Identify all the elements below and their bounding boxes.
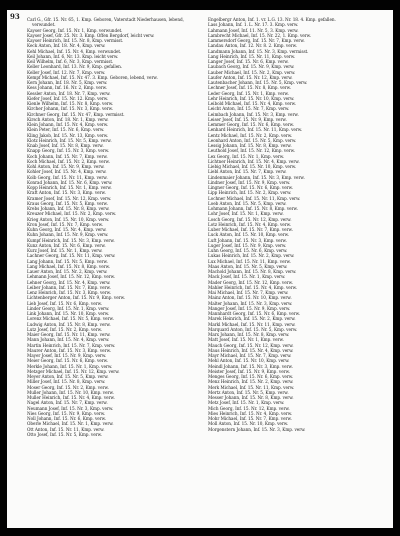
casualty-entry: Mayr Michael, Inf. 15. Nr. 7, Kmp. verw.	[208, 353, 292, 358]
casualty-entry: Marek Heinrich, Inf. 15. Nr. 2, Kmp. verw.	[208, 316, 296, 322]
casualty-entry: Lieb Josef, Inf. 15. Nr. 6, Kmp. verw.	[27, 300, 102, 306]
casualty-entry: Losch Georg, Inf. 15. Nr. 12, Kmp. verw.	[208, 216, 292, 222]
casualty-entry: Nies Georg, Inf. 15. Nr. 9, Kmp. verw.	[27, 410, 106, 416]
casualty-entry: Mertz Anton, Inf. 15. Nr. 5, Kmp. verw.	[208, 389, 289, 395]
casualty-entry: Lachner Georg, Inf. 15. Nr. 11, Kmp. verw.	[27, 253, 116, 259]
casualty-entry: Maurer Anton, Inf. 15. Nr. 3, Kmp. verw.	[27, 347, 111, 353]
right-column	[208, 17, 385, 432]
casualty-entry: Meister Josef, Inf. 15. Nr. 9, Kmp. verw.	[208, 368, 290, 374]
casualty-entry: Leiser Josef, Inf. 15. Nr. 9, Kmp. verw.	[208, 116, 287, 122]
casualty-entry: Luber Michael, Inf. 15. Nr. 7, Kmp. verw.	[208, 227, 293, 232]
casualty-entry: Machold Johann, Inf. 15. Nr. 8, Kmp. verw.	[208, 269, 297, 274]
casualty-entry: Moser Georg, Inf. 15. Nr. 2, Kmp. verw.	[27, 384, 109, 390]
casualty-entry: Luck Anton, Inf. 15. Nr. 10, Kmp. verw.	[208, 232, 289, 238]
casualty-entry: Neumann Josef, Inf. 15. Nr. 3, Kmp. verw.	[27, 405, 114, 411]
casualty-entry: Lux Michael, Inf. 15. Nr. 11, Kmp. verw.	[208, 258, 291, 264]
casualty-entry: Lehr Heinrich, Inf. 15. Nr. 10, Kmp. verw.	[208, 95, 295, 101]
casualty-entry: Nagel Anton, Inf. 15. Nr. 7, Kmp. verw.	[27, 400, 108, 406]
casualty-entry: Carl G., Gfr. 15. Nr. 65, 1. Kmp. Geboren, Vaterstadt Niederhausen, lebend, verwundet.	[27, 17, 184, 28]
casualty-entry: Mauch Georg, Inf. 15. Nr. 12, Kmp. verw.	[208, 342, 294, 348]
casualty-entry: Lohr Josef, Inf. 15. Nr. 1, Kmp. verw.	[208, 211, 284, 217]
casualty-entry: Knapp Georg, Inf. 15. Nr. 3, Kmp. verw.	[27, 148, 110, 154]
casualty-entry: Konrad Johann, Inf. 15. Nr. 6, Kmp. verw.	[27, 179, 113, 185]
casualty-entry: Miller Josef, Inf. 15. Nr. 8, Kmp. verw.	[27, 379, 106, 385]
casualty-entry: Marquard Anton, Inf. 15. Nr. 5, Kmp. verw.	[208, 326, 298, 332]
casualty-entry: Mahler Heinrich, Inf. 15. Nr. 4, Kmp. verw.	[208, 284, 297, 290]
casualty-entry: Lessig Johann, Inf. 15. Nr. 8, Kmp. verw.	[208, 143, 292, 148]
casualty-entry: Mainz Anton, Inf. 15. Nr. 10, Kmp. verw.	[208, 295, 292, 301]
casualty-entry: Lichtenberger Anton, Inf. 15. Nr. 9, Kmp. verw.	[27, 295, 125, 301]
casualty-entry: Mai Michael, Inf. 15. Nr. 7, Kmp. verw.	[208, 290, 289, 295]
casualty-entry: Lohmann Johann, Inf. 15. Nr. 8, Kmp. verw.	[208, 206, 298, 211]
casualty-entry: Merkle Johann, Inf. 15. Nr. 1, Kmp. verw.	[27, 363, 113, 369]
casualty-entry: Lass Johann, Inf. 1. L. Nr. 17. 3. Kmp. verw.	[208, 22, 299, 28]
casualty-entry: Koch Michael, Inf. 15. Nr. 2, Kmp. verw.	[27, 158, 110, 164]
casualty-entry: Kess Johann, Inf. 16. Nr. 2, Kmp. verw.	[27, 85, 107, 91]
casualty-entry: Matt Josef, Inf. 15. Nr. 1, Kmp. verw.	[208, 337, 284, 343]
casualty-entry: Metz Josef, Inf. 15. Nr. 1, Kmp. verw.	[208, 400, 285, 406]
casualty-entry: Ott Anton, Inf. 15. Nr. 11, Kmp. verw.	[27, 426, 105, 432]
casualty-entry: Maier Georg, Inf. 15. Nr. 11, Kmp. verw.	[27, 332, 111, 337]
casualty-entry: Kirchner Georg, Inf. 15. Nr. 47, Kmp. vermisst.	[27, 111, 125, 117]
casualty-entry: Linder Georg, Inf. 15. Nr. 1, Kmp. verw.	[27, 305, 110, 311]
casualty-entry: Leonhard Anton, Inf. 15. Nr. 5, Kmp. verw.	[208, 137, 297, 143]
casualty-entry: Knab Josef, Inf. 15. Nr. 8, Kmp. verw.	[27, 143, 104, 148]
casualty-entry: Meindl Johann, Inf. 15. Nr. 3, Kmp. verw.	[208, 363, 293, 369]
casualty-entry: Ludwig Anton, Inf. 15. Nr. 8, Kmp. verw.	[27, 321, 111, 327]
casualty-entry: Lindner Josef, Inf. 15. Nr. 9, Kmp. verw.	[208, 179, 291, 185]
casualty-entry: Kircher Johann, Inf. 15. Nr. 3, Kmp. verw.	[27, 106, 113, 112]
casualty-entry: Marx Johann, Inf. 15. Nr. 8, Kmp. verw.	[208, 332, 290, 337]
casualty-entry: Kayser Josef, Gfr. 25. Nr. 3. Kmp. Offen Bergdorf, leicht verw.	[27, 32, 155, 38]
casualty-entry: Muller Heinrich, Inf. 15. Nr. 4, Kmp. verw.	[27, 395, 115, 400]
casualty-entry: Metzger Michael, Inf. 15. Nr. 12, Kmp. verw.	[27, 368, 120, 374]
casualty-entry: Noll Johann, Inf. 15. Nr. 6, Kmp. verw.	[27, 416, 106, 421]
casualty-entry: Lang Johann, Inf. 15. Nr. 5, Kmp. verw.	[27, 258, 108, 264]
casualty-entry: Kraus Georg, Inf. 15. Nr. 5, Kmp. verw.	[27, 200, 108, 206]
casualty-entry: Muller Johann, Inf. 15. Nr. 10, Kmp. verw.	[27, 389, 114, 395]
casualty-entry: Messer Johann, Inf. 15. Nr. 8, Kmp. verw.	[208, 395, 294, 400]
casualty-entry: Mann Johann, Inf. 15. Nr. 4, Kmp. verw.	[27, 337, 110, 343]
casualty-entry: Lehner Georg, Inf. 15. Nr. 4, Kmp. verw.	[27, 279, 111, 285]
casualty-entry: Klotz Heinrich, Inf. 15. Nr. 5, Kmp. verw.	[27, 137, 112, 143]
casualty-entry: Lenz Heinrich, Inf. 15. Nr. 3, Kmp. verw.	[27, 290, 111, 295]
casualty-entry: Klein Johann, Inf. 15. Nr. 4, Kmp. verw.	[27, 122, 109, 127]
casualty-entry: Engelbergr Anton, Inf. 1. vr. L.G. 13. Nr. 18. 4. Kmp. gefallen.	[208, 17, 336, 22]
casualty-entry: Maas Anton, Inf. 15. Nr. 5, Kmp. verw.	[208, 263, 288, 269]
casualty-entry: Luhn Georg, Inf. 15. Nr. 6, Kmp. verw.	[208, 248, 288, 253]
casualty-entry: Kienle Wilhelm, Inf. 15. Nr. 8, Kmp. verw.	[27, 101, 114, 106]
casualty-entry: Meier Georg, Inf. 15. Nr. 6, Kmp. verw.	[27, 358, 108, 364]
casualty-entry: Liebl Anton, Inf. 15. Nr. 7, Kmp. verw.	[208, 169, 287, 175]
casualty-entry: Keller Leonhard, Inf. 13. Nr. 9, Kmp. gefallen.	[27, 64, 123, 70]
casualty-entry: Lex Georg, Inf. 15. Nr. 1, Kmp. verw.	[208, 153, 285, 159]
casualty-entry: Meyer Anton, Inf. 15. Nr. 5, Kmp. verw.	[27, 374, 109, 379]
casualty-entry: Manger Josef, Inf. 15. Nr. 9, Kmp. verw.	[208, 305, 291, 311]
casualty-entry: Menz Heinrich, Inf. 15. Nr. 2, Kmp. verw.	[208, 379, 294, 385]
casualty-entry: Kreuzer Michael, Inf. 15. Nr. 2, Kmp. verw.	[27, 211, 117, 217]
casualty-entry: Kumpf Heinrich, Inf. 15. Nr. 3, Kmp. verw.	[27, 237, 115, 243]
casualty-entry: Lutz Josef, Inf. 15. Nr. 2, Kmp. verw.	[27, 326, 102, 332]
casualty-entry: Kramer Josef, Inf. 15. Nr. 12, Kmp. verw.	[27, 195, 112, 201]
casualty-entry: Laubach Georg, Inf. 15. Nr. 9, Kmp. verw.	[208, 64, 295, 70]
casualty-entry: Mannhardt Georg, Inf. 15. Nr. 6, Kmp. verw.	[208, 311, 300, 316]
casualty-entry: Leibold Michael, Inf. 15. Nr. 4, Kmp. verw.	[208, 101, 296, 106]
casualty-entry: Lingner Georg, Inf. 15. Nr. 6, Kmp. verw.	[208, 185, 293, 190]
casualty-entry: Lochner Michael, Inf. 15. Nr. 11, Kmp. verw.	[208, 195, 301, 201]
casualty-entry: Keck Anton, Inf. 18. Nr. 4, Kmp. verw.	[27, 43, 106, 49]
casualty-entry: Lentz Michael, Inf. 15. Nr. 2, Kmp. verw.	[208, 132, 293, 138]
casualty-entry: Mader Georg, Inf. 15. Nr. 12, Kmp. verw.	[208, 279, 293, 285]
casualty-entry: Kuhn Georg, Inf. 15. Nr. 4, Kmp. verw.	[27, 227, 107, 232]
casualty-entry: Lechner Josef, Inf. 15. Nr. 8, Kmp. verw.	[208, 85, 291, 91]
casualty-entry: Langer Josef, Inf. 15. Nr. 6, Kmp. verw.	[208, 59, 289, 64]
casualty-entry: Lindenmaier Johann, Inf. 15. Nr. 3, Kmp. verw.	[208, 174, 305, 180]
casualty-entry: Kohler Josef, Inf. 15. Nr. 4, Kmp. verw.	[27, 169, 107, 175]
casualty-entry: Keller Josef, Inf. 12. Nr. 7, Kmp. verw.	[27, 69, 106, 75]
casualty-entry: Klein Peter, Inf. 15. Nr. 6, Kmp. verw.	[27, 127, 105, 133]
casualty-entry: Leder Georg, Inf. 15. Nr. 1, Kmp. verw.	[208, 90, 289, 96]
casualty-entry: Mies Heinrich, Inf. 15. Nr. 4, Kmp. verw.	[208, 410, 293, 416]
casualty-entry: Krebs Johann, Inf. 15. Nr. 8, Kmp. verw.	[27, 206, 110, 211]
casualty-entry: Mich Georg, Inf. 15. Nr. 12, Kmp. verw.	[208, 405, 290, 411]
casualty-entry: Kiefer Josef, Inf. 15. Nr. 12. Kmp. verw.	[27, 95, 109, 101]
casualty-entry: Morgenstern Johann, Inf. 15. Nr. 3, Kmp. verw.	[208, 426, 306, 432]
casualty-entry: Kessler Anton, Inf. 18. Nr. 7, Kmp. verw.	[27, 90, 111, 96]
casualty-entry: Lambrecht Michael, Inf. 15. Nr. 22, 1. Kmp. verw.	[208, 32, 311, 38]
casualty-entry: Martin Heinrich, Inf. 15. Nr. 7, Kmp. verw.	[27, 342, 116, 348]
casualty-entry: Lauber Michael, Inf. 15. Nr. 2, Kmp. verw.	[208, 69, 296, 75]
casualty-entry: Liebig Michael, Inf. 15. Nr. 10, Kmp. verw.	[208, 164, 297, 169]
casualty-entry: Luft Johann, Inf. 15. Nr. 3, Kmp. verw.	[208, 237, 287, 243]
casualty-entry: Luger Josef, Inf. 15. Nr. 9, Kmp. verw.	[208, 242, 287, 248]
casualty-entry: Koch Johann, Inf. 15. Nr. 7, Kmp. verw.	[27, 153, 108, 159]
casualty-entry: Kurz Josef, Inf. 15. Nr. 1, Kmp. verw.	[27, 248, 103, 253]
casualty-entry: Keil Wilhelm, Inf. 6, Nr. 3, Kmp. vermisst.	[27, 59, 114, 64]
casualty-entry: Laufer Anton, Inf. 15. Nr. 12, Kmp. verw.	[208, 74, 293, 80]
casualty-entry: Oberle Michael, Inf. 15. Nr. 1, Kmp. verw.	[27, 421, 114, 427]
left-column	[27, 17, 204, 437]
casualty-entry: Otto Josef, Inf. 15. Nr. 5, Kmp. verw.	[27, 431, 102, 437]
casualty-entry: Kron Josef, Inf. 15. Nr. 7, Kmp. verw.	[27, 221, 103, 227]
casualty-entry: Lorenz Michael, Inf. 15. Nr. 5, Kmp. verw.	[27, 316, 114, 322]
casualty-entry: Leimbach Johann, Inf. 15. Nr. 3, Kmp. verw.	[208, 111, 299, 117]
casualty-entry: Kayser Heinrich, Inf. 15. Nr. 8, Kmp. vermisst.	[27, 38, 124, 43]
casualty-entry: Kolb Georg, Inf. 15. Nr. 11, Kmp. verw.	[27, 174, 108, 180]
casualty-entry: Kuhn Johann, Inf. 15. Nr. 9, Kmp. verw.	[27, 232, 109, 238]
casualty-entry: Malter Johann, Inf. 15. Nr. 3, Kmp. verw.	[208, 300, 293, 306]
casualty-entry: Mohr Michael, Inf. 15. Nr. 7, Kmp. verw.	[208, 416, 292, 421]
casualty-entry: Menges Georg, Inf. 15. Nr. 6, Kmp. verw.	[208, 374, 294, 379]
casualty-entry: Mack Josef, Inf. 15. Nr. 1, Kmp. verw.	[208, 274, 286, 280]
casualty-entry: Kohl Anton, Inf. 15. Nr. 9, Kmp. verw.	[27, 164, 105, 169]
casualty-entry: Leicht Anton, Inf. 15. Nr. 7, Kmp. verw.	[208, 106, 290, 112]
document-page	[7, 10, 393, 528]
casualty-entry: Lang Michael, Inf. 15. Nr. 8, Kmp. verw.	[27, 263, 110, 269]
casualty-entry: Markl Michael, Inf. 15. Nr. 11, Kmp. verw.	[208, 321, 296, 327]
casualty-entry: Lang Heinrich, Inf. 15. Nr. 11, Kmp. verw.	[208, 53, 296, 59]
casualty-entry: Kern Johann, Inf. 18. Nr. 5, Kmp. verw.	[27, 80, 108, 85]
casualty-entry: Keil Johann, Inf. 6, Nr. 13. Kmp. leicht verw.	[27, 53, 119, 59]
casualty-entry: Maus Heinrich, Inf. 15. Nr. 4, Kmp. verw.	[208, 347, 294, 353]
casualty-entry: Kopp Heinrich, Inf. 15. Nr. 1, Kmp. verw.	[27, 185, 112, 190]
casualty-entry: Landmann Johann, Inf. 15. Nr. 3, Kmp. vermisst.	[208, 48, 309, 54]
casualty-entry: Lemmer Georg, Inf. 15. Nr. 6, Kmp. verw.	[208, 122, 295, 127]
casualty-entry: Krieg Anton, Inf. 15. Nr. 10, Kmp. verw.	[27, 216, 110, 222]
casualty-entry: Lipp Heinrich, Inf. 15. Nr. 2, Kmp. verw.	[208, 190, 292, 196]
casualty-entry: Kempf Michael, Inf. 15. Nr. 47. 3. Kmp. Geboren, lebend, verw.	[27, 74, 158, 80]
casualty-entry: Kirsch Anton, Inf. 18. Nr. 1, Kmp. verw.	[27, 116, 109, 122]
casualty-entry: Kayser Georg, Inf. 15. Nr. 1, Kmp. verwundet.	[27, 27, 123, 33]
casualty-entry: Lahmann Josef, Inf. 11. Nr. 5, 3. Kmp. verw.	[208, 27, 299, 33]
casualty-entry: Lehmann Josef, Inf. 15. Nr. 12, Kmp. verw.	[27, 274, 115, 280]
casualty-entry: Leiber Johann, Inf. 15. Nr. 7, Kmp. verw.	[27, 284, 111, 290]
casualty-entry: Mehl Anton, Inf. 15. Nr. 10, Kmp. verw.	[208, 358, 290, 364]
casualty-entry: Lichtner Heinrich, Inf. 15. Nr. 4, Kmp. verw.	[208, 158, 300, 164]
casualty-entry: Landau Anton, Inf. 12. Nr. 8. 2. Kmp. verw.	[208, 43, 297, 49]
casualty-entry: Lauer Anton, Inf. 15. Nr. 2, Kmp. verw.	[27, 269, 108, 274]
casualty-entry: Link Johann, Inf. 15. Nr. 10, Kmp. verw.	[27, 311, 110, 316]
casualty-entry: Kunz Anton, Inf. 15. Nr. 6, Kmp. verw.	[27, 242, 106, 248]
casualty-entry: Lenhard Heinrich, Inf. 15. Nr. 11, Kmp. verw.	[208, 127, 303, 133]
casualty-entry: Lautenbacher Johann, Inf. 15. Nr. 5, Kmp. verw.	[208, 80, 308, 85]
casualty-entry: Kraft Anton, Inf. 15. Nr. 3, Kmp. verw.	[27, 190, 106, 196]
casualty-entry: Lammersdorf Georg, Inf. 15. Nr. 7, Kmp. verw.	[208, 38, 305, 43]
casualty-entry: Kehl Michael, Inf. 15. Nr. 4, Kmp. verwundet.	[27, 48, 122, 54]
page-number: 93	[10, 12, 20, 21]
casualty-entry: Mayer Josef, Inf. 15. Nr. 9, Kmp. verw.	[27, 353, 107, 358]
casualty-entry: Loeb Anton, Inf. 15. Nr. 5, Kmp. verw.	[208, 200, 287, 206]
casualty-entry: Kling Jakob, Inf. 15. Nr. 13, Kmp. verw.	[27, 132, 109, 138]
casualty-entry: Moll Anton, Inf. 15. Nr. 10, Kmp. verw.	[208, 421, 289, 427]
casualty-entry: Leuthold Josef, Inf. 15. Nr. 12, Kmp. verw.	[208, 148, 295, 154]
casualty-entry: Lotz Heinrich, Inf. 15. Nr. 4, Kmp. verw.	[208, 221, 291, 227]
casualty-entry: Merk Michael, Inf. 15. Nr. 11, Kmp. verw.	[208, 384, 295, 390]
casualty-entry: Lukas Heinrich, Inf. 15. Nr. 2, Kmp. verw.	[208, 253, 295, 259]
